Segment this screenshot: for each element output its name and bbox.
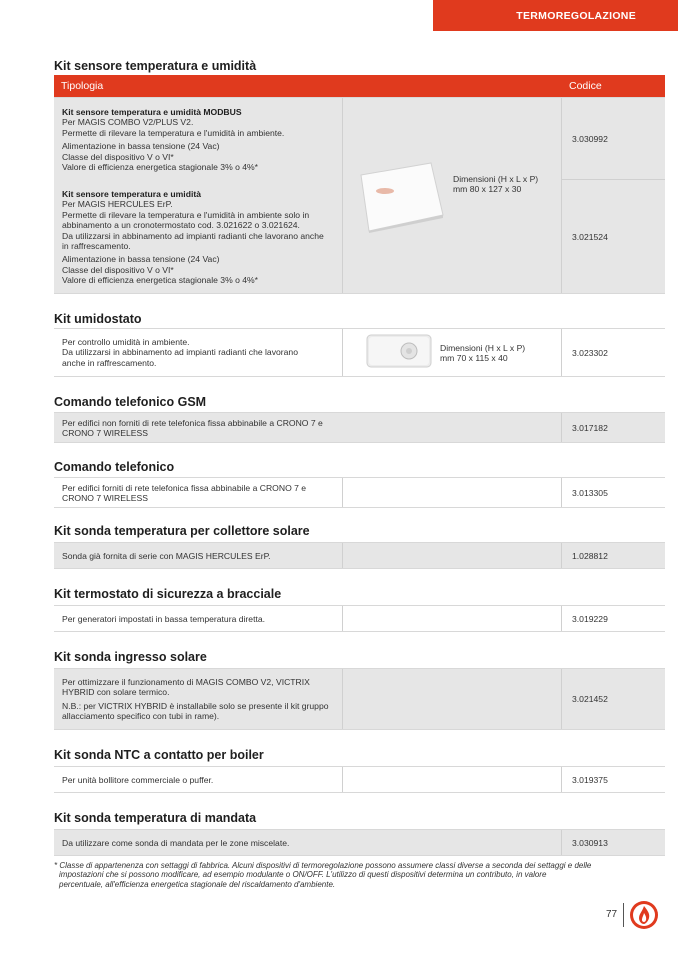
product-code: 3.013305 <box>572 487 608 498</box>
dimensions-text: Dimensioni (H x L x P) mm 80 x 127 x 30 <box>453 174 539 195</box>
desc-line: Per MAGIS COMBO V2/PLUS V2. <box>62 117 194 128</box>
section-title-gsm: Comando telefonico GSM <box>54 395 207 409</box>
desc-cell <box>54 767 343 792</box>
desc-line: CRONO 7 WIRELESS <box>62 493 148 504</box>
table-header <box>54 75 665 97</box>
empty-cell <box>343 767 562 792</box>
section-title-ntc: Kit sonda NTC a contatto per boiler <box>54 748 264 762</box>
desc-line: Per controllo umidità in ambiente. <box>62 337 190 347</box>
header-codice: Codice <box>569 80 602 92</box>
desc-line: Valore di efficienza energetica stagionale 3% o 4%* <box>62 162 259 173</box>
product-code: 3.021452 <box>572 694 608 704</box>
dimensions-text: Dimensioni (H x L x P) mm 70 x 115 x 40 <box>440 343 526 364</box>
desc-cell <box>54 669 343 729</box>
desc-cell <box>54 98 343 293</box>
desc-line: Alimentazione in bassa tensione (24 Vac) <box>62 254 220 265</box>
humidity-sensor-image <box>357 161 445 233</box>
table-ingresso <box>54 668 665 730</box>
section-title-telefonico: Comando telefonico <box>54 460 175 474</box>
footnote: * Classe di appartenenza con settaggi di fabbrica. Alcuni dispositivi di termoregolazione possono assumere classi diverse a seconda dei settaggi e delle impostazioni che si possono modificare, ad esempio modulante o ON/OFF. L'utilizzo di questi dispositivi determina un contributo, in valore percentuale, all'efficienza energetica stagionale del riscaldamento d'ambiente. <box>54 861 592 889</box>
row-description <box>62 551 271 561</box>
image-cell <box>343 329 562 376</box>
empty-cell <box>343 543 562 568</box>
table-telefonico <box>54 477 665 508</box>
desc-line: in raffrescamento. <box>62 241 131 252</box>
product-name: Kit sensore temperatura e umidità <box>62 189 201 199</box>
desc-line: Per MAGIS HERCULES ErP. <box>62 199 173 210</box>
image-cell <box>343 98 562 293</box>
desc-cell <box>54 329 343 376</box>
empty-cell <box>343 669 562 729</box>
section-title-collettore: Kit sonda temperatura per collettore solare <box>54 524 310 538</box>
code-cell <box>562 478 665 507</box>
header-tipologia: Tipologia <box>61 80 104 92</box>
table-ntc <box>54 766 665 793</box>
code-cell <box>562 830 665 855</box>
table-umidostato <box>54 328 665 377</box>
section-title-umidostato: Kit umidostato <box>54 312 142 326</box>
code-cell <box>562 543 665 568</box>
flame-logo-icon <box>629 900 659 930</box>
product-code: 3.019229 <box>572 613 608 624</box>
desc-line: Per edifici non forniti di rete telefonica fissa abbinabile a CRONO 7 e <box>62 418 323 428</box>
desc-line: Per generatori impostati in bassa temperatura diretta. <box>62 614 266 624</box>
section-title-ingresso: Kit sonda ingresso solare <box>54 650 207 664</box>
desc-line: Alimentazione in bassa tensione (24 Vac) <box>62 141 220 152</box>
desc-cell <box>54 830 562 855</box>
desc-line: Sonda già fornita di serie con MAGIS HERCULES ErP. <box>62 551 271 561</box>
table-gsm <box>54 412 665 443</box>
desc-line: Classe del dispositivo V o VI* <box>62 151 174 162</box>
desc-line: Per edifici forniti di rete telefonica fissa abbinabile a CRONO 7 e <box>62 483 307 493</box>
row-description <box>62 483 347 504</box>
desc-line: anche in raffrescamento. <box>62 357 157 368</box>
row-description <box>62 418 323 439</box>
desc-line: Da utilizzarsi in abbinamento ad impianti radianti che lavorano <box>62 347 298 358</box>
row-description <box>62 775 213 785</box>
desc-cell <box>54 606 343 631</box>
desc-line: Permette di rilevare la temperatura e l'umidità in ambiente solo in <box>62 209 310 220</box>
table-sensore <box>54 97 665 294</box>
section-title-mandata: Kit sonda temperatura di mandata <box>54 811 257 825</box>
desc-cell <box>54 478 343 507</box>
desc-cell <box>54 413 562 442</box>
product-code: 3.017182 <box>572 422 608 433</box>
section-tab-label: TERMOREGOLAZIONE <box>516 9 636 22</box>
desc-line: allacciamento specifico con tubi in rame). <box>62 711 220 722</box>
desc-line: N.B.: per VICTRIX HYBRID è installabile solo se presente il kit gruppo <box>62 700 329 711</box>
table-bracciale <box>54 605 665 632</box>
row-description <box>62 677 352 722</box>
desc-line: Da utilizzare come sonda di mandata per le zone miscelate. <box>62 838 290 848</box>
code-cell <box>562 329 665 376</box>
section-tab <box>433 0 678 31</box>
code-cell <box>562 606 665 631</box>
divider <box>623 903 624 927</box>
desc-line: HYBRID con solare termico. <box>62 687 170 698</box>
code-cell <box>562 413 665 442</box>
empty-cell <box>343 606 562 631</box>
desc-line: Per unità bollitore commerciale o puffer. <box>62 775 214 785</box>
section-title-bracciale: Kit termostato di sicurezza a bracciale <box>54 587 282 601</box>
code-cell <box>562 669 665 729</box>
desc-line: Per ottimizzare il funzionamento di MAGIS COMBO V2, VICTRIX <box>62 677 310 687</box>
desc-line: Permette di rilevare la temperatura e l'umidità in ambiente. <box>62 127 285 138</box>
desc-line: CRONO 7 WIRELESS <box>62 428 148 439</box>
row-description <box>62 107 284 172</box>
desc-line: abbinamento a un cronotermostato cod. 3.021622 o 3.021624. <box>62 220 300 231</box>
code-cell <box>562 180 665 293</box>
desc-line: Da utilizzarsi in abbinamento ad impianti radianti che lavorano anche <box>62 230 324 241</box>
desc-line: Valore di efficienza energetica stagionale 3% o 4%* <box>62 275 259 286</box>
product-code: 3.030992 <box>572 133 608 144</box>
empty-cell <box>343 478 562 507</box>
table-mandata <box>54 829 665 856</box>
desc-cell <box>54 543 343 568</box>
product-name: Kit sensore temperatura e umidità MODBUS <box>62 107 242 117</box>
section-title-sensore: Kit sensore temperatura e umidità <box>54 59 257 73</box>
code-cell <box>562 767 665 792</box>
row-description <box>62 838 289 848</box>
table-collettore <box>54 542 665 569</box>
row-description <box>62 337 298 368</box>
row-description <box>62 614 265 624</box>
page-number: 77 <box>606 909 618 920</box>
product-code: 1.028812 <box>572 550 608 561</box>
product-code: 3.019375 <box>572 774 608 785</box>
product-code: 3.030913 <box>572 837 608 848</box>
product-code: 3.023302 <box>572 347 608 358</box>
row-description <box>62 189 324 286</box>
desc-line: Classe del dispositivo V o VI* <box>62 264 174 275</box>
sensor-logo <box>376 188 394 194</box>
product-code: 3.021524 <box>572 231 608 242</box>
humidistat-image <box>365 332 435 372</box>
code-cell <box>562 98 665 180</box>
